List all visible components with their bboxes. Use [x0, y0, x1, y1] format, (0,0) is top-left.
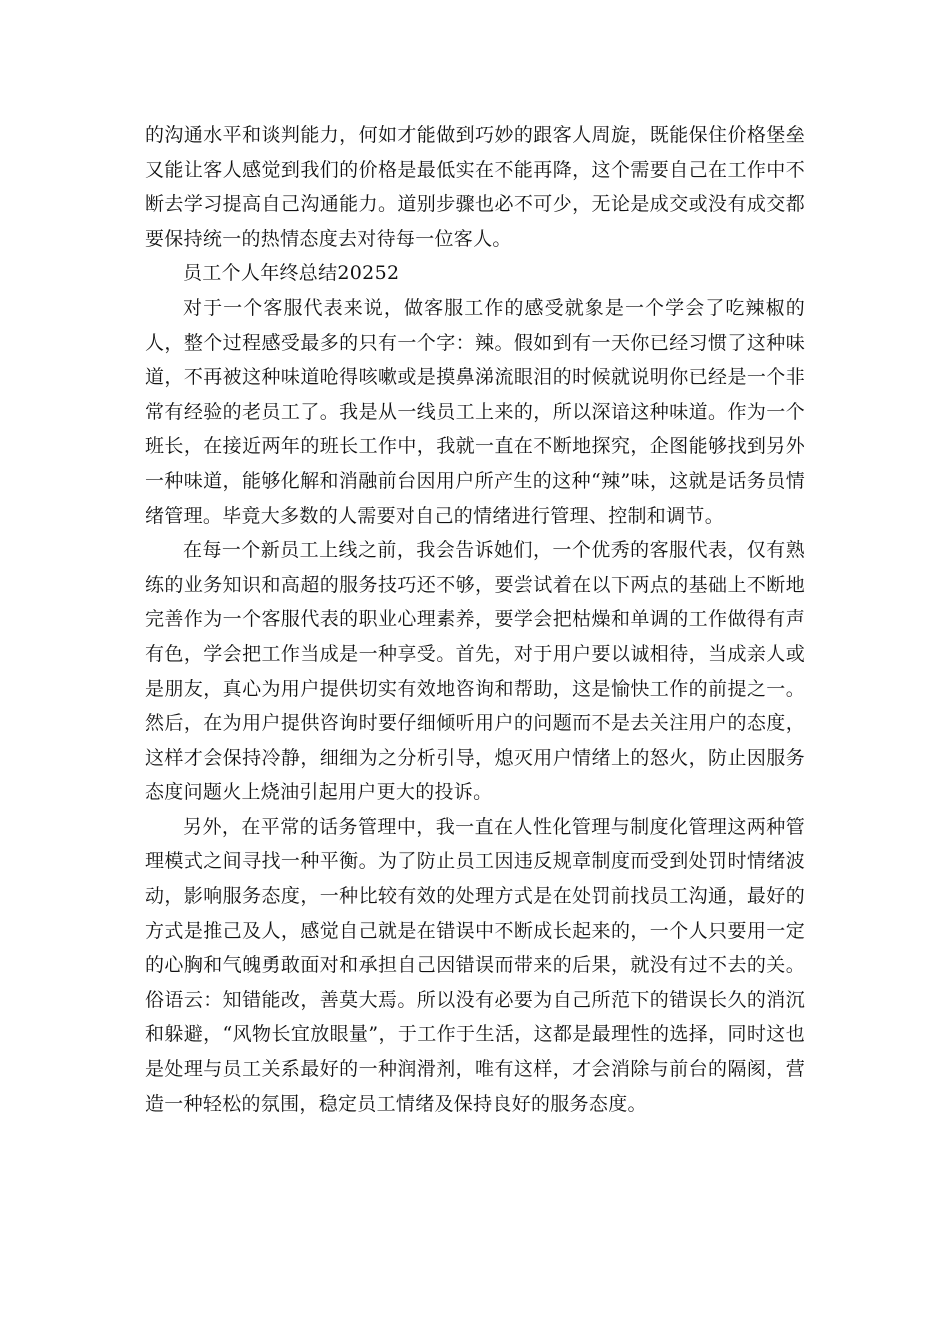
document-page	[145, 118, 805, 1121]
section-heading: 员工个人年终总结20252	[183, 262, 400, 285]
paragraph-continuation: 的沟通水平和谈判能力，何如才能做到巧妙的跟客人周旋，既能保住价格堡垒又能让客人感觉到我们的价格是最低实在不能再降，这个需要自己在工作中不断去学习提高自己沟通能力。道别步骤也必不可少，无论是成交或没有成交都要保持统一的热情态度去对待每一位客人。	[145, 124, 805, 250]
paragraph-management: 另外，在平常的话务管理中，我一直在人性化管理与制度化管理这两种管理模式之间寻找一种平衡。为了防止员工因违反规章制度而受到处罚时情绪波动，影响服务态度，一种比较有效的处理方式是在处罚前找员工沟通，最好的方式是推己及人，感觉自己就是在错误中不断成长起来的，一个人只要用一定的心胸和气魄勇敢面对和承担自己因错误而带来的后果，就没有过不去的关。俗语云：知错能改，善莫大焉。所以没有必要为自己所范下的错误长久的消沉和躲避，“风物长宜放眼量”，于工作于生活，这都是最理性的选择，同时这也是处理与员工关系最好的一种润滑剂，唯有这样，才会消除与前台的隔阂，营造一种轻松的氛围，稳定员工情绪及保持良好的服务态度。	[145, 815, 805, 1115]
paragraph-customer-service: 对于一个客服代表来说，做客服工作的感受就象是一个学会了吃辣椒的人，整个过程感受最多的只有一个字：辣。假如到有一天你已经习惯了这种味道，不再被这种味道呛得咳嗽或是摸鼻涕流眼泪的时候就说明你已经是一个非常有经验的老员工了。我是从一线员工上来的，所以深谙这种味道。作为一个班长，在接近两年的班长工作中，我就一直在不断地探究，企图能够找到另外一种味道，能够化解和消融前台因用户所产生的这种“辣”味，这就是话务员情绪管理。毕竟大多数的人需要对自己的情绪进行管理、控制和调节。	[145, 296, 805, 527]
paragraph-new-employee: 在每一个新员工上线之前，我会告诉她们，一个优秀的客服代表，仅有熟练的业务知识和高超的服务技巧还不够，要尝试着在以下两点的基础上不断地完善作为一个客服代表的职业心理素养，要学会把枯燥和单调的工作做得有声有色，学会把工作当成是一种享受。首先，对于用户要以诚相待，当成亲人或是朋友，真心为用户提供切实有效地咨询和帮助，这是愉快工作的前提之一。然后，在为用户提供咨询时要仔细倾听用户的问题而不是去关注用户的态度，这样才会保持冷静，细细为之分析引导，熄灭用户情绪上的怒火，防止因服务态度问题火上烧油引起用户更大的投诉。	[145, 539, 805, 804]
